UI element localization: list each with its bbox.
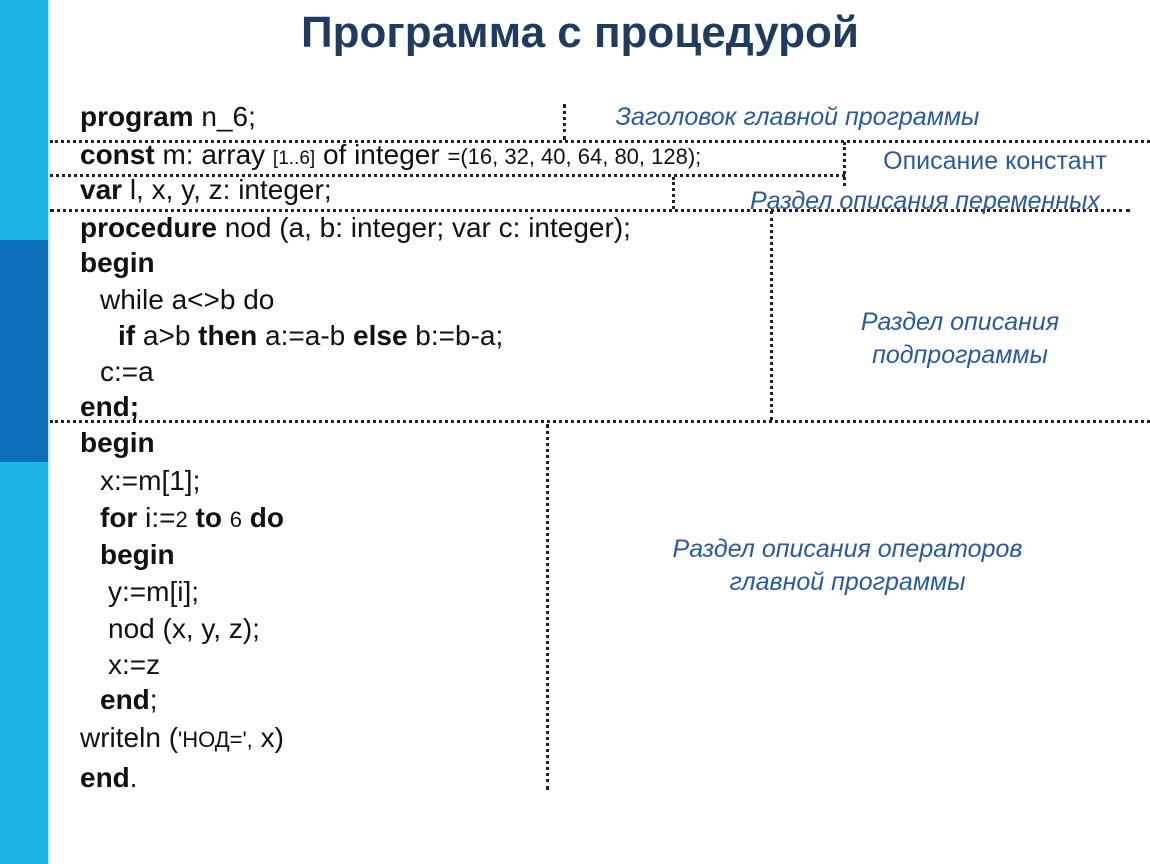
code-line-end-main [80,764,138,792]
divider-v-operators [546,424,549,790]
code-text: c:=a [100,356,154,387]
code-line-assign-xz [108,651,160,679]
code-text: x:=z [108,649,161,680]
keyword: then [198,320,258,351]
code-text: n_6; [193,101,256,132]
keyword: end [80,762,130,793]
keyword: var [80,174,123,205]
keyword: begin [80,247,155,278]
code-text: y:=m[i]; [108,576,200,607]
code-line-program [80,103,256,131]
keyword: begin [100,539,175,570]
side-accent-band [0,240,48,462]
code-line-for [100,504,284,532]
keyword: else [353,320,408,351]
code-line-begin-main [80,429,155,457]
divider-v-subprogram [770,211,773,420]
code-text: b:=b-a; [407,320,504,351]
code-text: m: array [154,139,273,170]
keyword: end [100,684,150,715]
code-line-const [80,141,701,169]
code-text: of integer [315,139,448,170]
divider-subprogram [50,420,1150,423]
label-header: Заголовок главной программы [615,103,980,131]
keyword: begin [80,427,155,458]
code-line-begin-proc [80,249,155,277]
divider-v-variables [672,177,675,209]
page-title: Программа с процедурой [301,8,859,57]
label-variables: Раздел описания переменных [750,187,1100,215]
side-accent-edge [48,0,50,864]
label-subprogram: Раздел описания подпрограммы [860,308,1060,369]
code-text: while a<>b do [100,284,275,315]
code-text: a:=a-b [257,320,354,351]
code-line-procedure [80,214,631,242]
code-text: a>b [135,320,199,351]
code-text: . [129,762,138,793]
label-operators: Раздел описания операторов главной программы [672,535,1023,596]
code-line-nod-call [108,615,260,643]
code-line-writeln [80,724,284,752]
code-text: nod (a, b: integer; var c: integer); [216,212,631,243]
code-line-assign-x [100,467,200,495]
keyword: end; [80,391,140,422]
code-text: [1..6] [272,148,316,169]
keyword: for [100,502,138,533]
code-text: ; [149,684,158,715]
keyword: procedure [80,212,217,243]
keyword: program [80,101,194,132]
code-line-assign-y [108,578,199,606]
code-text: x) [252,722,284,753]
code-text: nod (x, y, z); [108,613,260,644]
code-text: l, x, y, z: integer; [122,174,332,205]
code-text: i:= [137,502,176,533]
keyword: do [241,502,284,533]
code-text: 'НОД=', [178,727,253,752]
keyword: to [187,502,230,533]
code-line-end-proc [80,393,139,421]
code-text: 6 [229,507,242,532]
code-line-begin-loop [100,541,175,569]
code-text: 2 [175,507,188,532]
code-text: writeln ( [80,722,179,753]
code-line-if [118,322,503,350]
divider-v-header [563,104,566,140]
code-line-while [100,286,274,314]
code-line-end-loop [100,686,158,714]
label-constants: Описание констант [883,147,1107,175]
divider-v-constants [843,142,846,186]
code-text: x:=m[1]; [100,465,201,496]
code-line-assign-c [100,358,154,386]
code-line-var [80,176,332,204]
keyword: if [118,320,136,351]
side-accent-bar [0,0,48,864]
code-text: =(16, 32, 40, 64, 80, 128); [447,144,702,169]
keyword: const [80,139,155,170]
